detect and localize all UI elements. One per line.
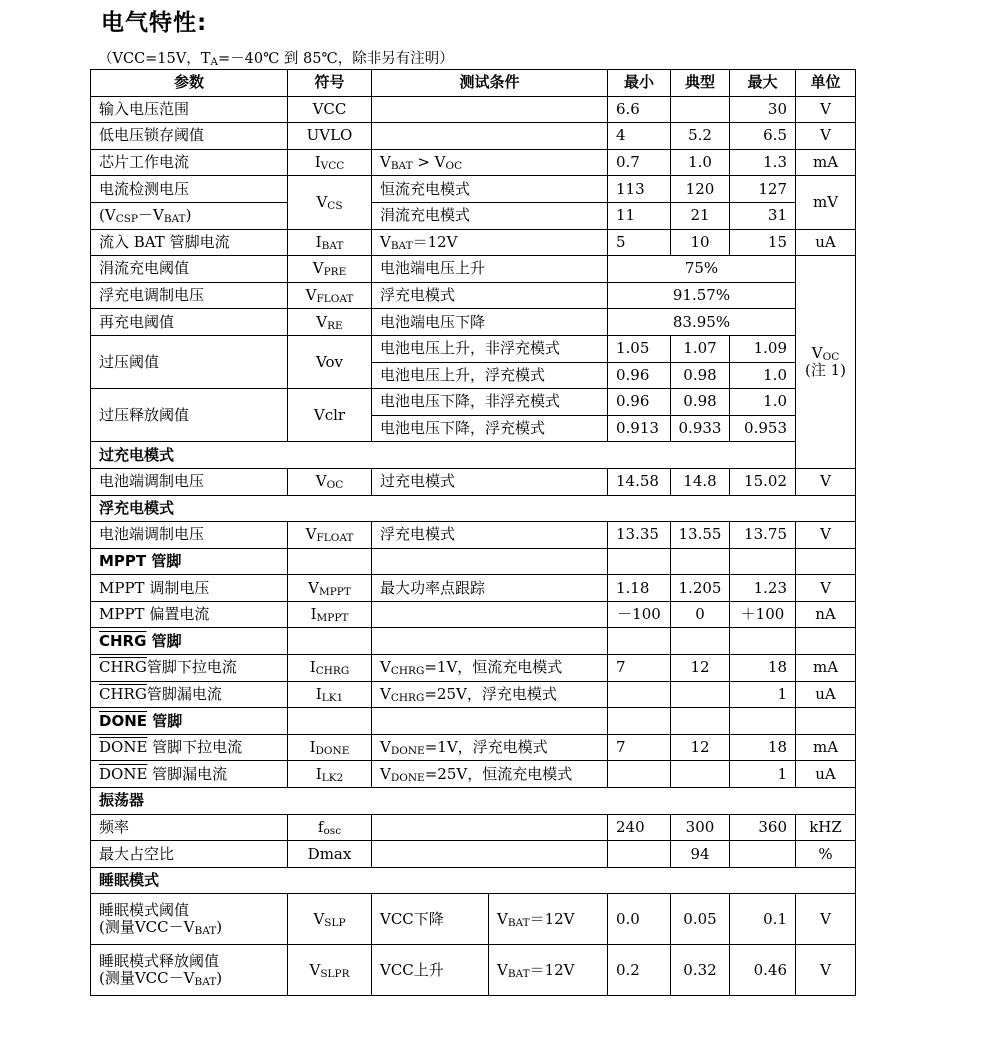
table-cell: 恒流充电模式 bbox=[372, 176, 608, 203]
table-cell bbox=[730, 708, 796, 735]
table-cell: 流入 BAT 管脚电流 bbox=[91, 229, 288, 256]
table-row bbox=[91, 96, 856, 123]
table-cell: 7 bbox=[608, 655, 671, 682]
table-row bbox=[91, 814, 856, 841]
table-cell: $(V_{CSP}-V_{BAT})$ bbox=[91, 202, 288, 229]
table-cell: $V_{CHRG}=1V$，恒流充电模式 bbox=[372, 655, 608, 682]
voc-unit-cell: $V_{OC}$ (注 1) bbox=[796, 256, 856, 469]
table-cell: 127 bbox=[730, 176, 796, 203]
section-row bbox=[91, 442, 856, 469]
table-row bbox=[91, 575, 856, 602]
table-cell bbox=[608, 761, 671, 788]
table-cell: 1.09 bbox=[730, 335, 796, 362]
table-cell: $V_{CHRG}=25V$，浮充电模式 bbox=[372, 681, 608, 708]
table-cell bbox=[608, 681, 671, 708]
table-cell: V bbox=[796, 575, 856, 602]
table-row bbox=[91, 389, 856, 416]
table-cell: $V_{DONE}=25V$，恒流充电模式 bbox=[372, 761, 608, 788]
table-cell: mA bbox=[796, 734, 856, 761]
table-cell: MPPT 调制电压 bbox=[91, 575, 288, 602]
table-cell: $V_{BAT}=12V$ bbox=[372, 229, 608, 256]
table-cell: 芯片工作电流 bbox=[91, 149, 288, 176]
table-cell: 10 bbox=[671, 229, 730, 256]
table-cell: 电池端电压上升 bbox=[372, 256, 608, 283]
section-row bbox=[91, 495, 856, 522]
table-cell: 睡眠模式 bbox=[91, 867, 856, 894]
table-cell bbox=[288, 628, 372, 655]
table-cell: $I_{LK2}$ bbox=[288, 761, 372, 788]
table-cell: $I_{BAT}$ bbox=[288, 229, 372, 256]
table-cell: nA bbox=[796, 601, 856, 628]
page-title: 电气特性: bbox=[101, 10, 208, 36]
table-cell: $V_{MPPT}$ bbox=[288, 575, 372, 602]
table-cell: $V_{OC}$ bbox=[288, 468, 372, 495]
table-cell: MPPT 管脚 bbox=[91, 548, 288, 575]
table-cell: 31 bbox=[730, 202, 796, 229]
table-cell: V bbox=[796, 945, 856, 996]
table-cell: 1.18 bbox=[608, 575, 671, 602]
table-row bbox=[91, 601, 856, 628]
table-cell bbox=[372, 123, 608, 150]
table-cell: 涓流充电模式 bbox=[372, 202, 608, 229]
table-cell: DONE 管脚漏电流 bbox=[91, 761, 288, 788]
table-cell: 4 bbox=[608, 123, 671, 150]
table-cell bbox=[796, 628, 856, 655]
table-cell bbox=[730, 841, 796, 868]
table-cell: mV bbox=[796, 176, 856, 229]
table-cell: $V_{FLOAT}$ bbox=[288, 522, 372, 549]
table-cell: 电池端电压下降 bbox=[372, 309, 608, 336]
table-cell: $V_{RE}$ bbox=[288, 309, 372, 336]
test-conditions-note: （VCC=15V，$T_A=-40℃$ 到 85℃，除非另有注明） bbox=[98, 51, 454, 68]
table-cell: DONE 管脚下拉电流 bbox=[91, 734, 288, 761]
table-cell bbox=[608, 628, 671, 655]
table-row bbox=[91, 335, 856, 362]
table-cell: uA bbox=[796, 229, 856, 256]
table-cell: CHRG 管脚 bbox=[91, 628, 288, 655]
table-cell: 电流检测电压 bbox=[91, 176, 288, 203]
section-row bbox=[91, 867, 856, 894]
table-cell: 360 bbox=[730, 814, 796, 841]
table-cell: $I_{VCC}$ bbox=[288, 149, 372, 176]
table-cell: 0.96 bbox=[608, 362, 671, 389]
table-cell: 1.3 bbox=[730, 149, 796, 176]
table-cell: VCC bbox=[288, 96, 372, 123]
table-cell: 11 bbox=[608, 202, 671, 229]
table-cell: 0.913 bbox=[608, 415, 671, 442]
table-cell: 15 bbox=[730, 229, 796, 256]
table-cell bbox=[608, 548, 671, 575]
table-cell: $V_{FLOAT}$ bbox=[288, 282, 372, 309]
electrical-characteristics-table bbox=[90, 69, 856, 996]
table-cell: 0.05 bbox=[671, 894, 730, 945]
table-cell: 1 bbox=[730, 681, 796, 708]
table-cell: $V_{SLP}$ bbox=[288, 894, 372, 945]
table-cell: 低电压锁存阈值 bbox=[91, 123, 288, 150]
table-cell: 13.35 bbox=[608, 522, 671, 549]
table-cell: $V_{CS}$ bbox=[288, 176, 372, 229]
table-cell: 13.55 bbox=[671, 522, 730, 549]
table-cell: 0.1 bbox=[730, 894, 796, 945]
table-cell bbox=[796, 708, 856, 735]
table-cell: 输入电压范围 bbox=[91, 96, 288, 123]
table-cell bbox=[288, 708, 372, 735]
table-cell: MPPT 偏置电流 bbox=[91, 601, 288, 628]
table-cell: Dmax bbox=[288, 841, 372, 868]
table-cell: 18 bbox=[730, 734, 796, 761]
table-cell bbox=[671, 681, 730, 708]
table-cell: V bbox=[796, 468, 856, 495]
table-row bbox=[91, 202, 856, 229]
table-cell: VCC上升 bbox=[372, 945, 489, 996]
table-row bbox=[91, 655, 856, 682]
table-cell: 1.07 bbox=[671, 335, 730, 362]
table-cell bbox=[372, 601, 608, 628]
table-cell: ＋100 bbox=[730, 601, 796, 628]
table-cell: $I_{DONE}$ bbox=[288, 734, 372, 761]
table-cell: 14.58 bbox=[608, 468, 671, 495]
table-cell: 18 bbox=[730, 655, 796, 682]
header-condition: 测试条件 bbox=[372, 70, 608, 97]
table-row bbox=[91, 256, 856, 283]
table-cell bbox=[671, 761, 730, 788]
table-cell bbox=[671, 548, 730, 575]
table-cell: 1.205 bbox=[671, 575, 730, 602]
table-cell bbox=[671, 628, 730, 655]
table-cell: 6.6 bbox=[608, 96, 671, 123]
table-cell: 5.2 bbox=[671, 123, 730, 150]
table-cell: 240 bbox=[608, 814, 671, 841]
table-cell: 过充电模式 bbox=[91, 442, 856, 469]
header-symbol: 符号 bbox=[288, 70, 372, 97]
table-cell bbox=[288, 548, 372, 575]
table-cell: 频率 bbox=[91, 814, 288, 841]
table-cell: 14.8 bbox=[671, 468, 730, 495]
table-cell: 15.02 bbox=[730, 468, 796, 495]
table-cell: UVLO bbox=[288, 123, 372, 150]
table-cell: 0.953 bbox=[730, 415, 796, 442]
table-cell: uA bbox=[796, 681, 856, 708]
table-cell bbox=[372, 628, 608, 655]
table-cell bbox=[671, 96, 730, 123]
table-cell: 1.23 bbox=[730, 575, 796, 602]
table-cell: 睡眠模式释放阈值 (测量$VCC-V_{BAT}$) bbox=[91, 945, 288, 996]
table-cell: 最大功率点跟踪 bbox=[372, 575, 608, 602]
table-row bbox=[91, 468, 856, 495]
header-min: 最小 bbox=[608, 70, 671, 97]
table-cell: 91.57% bbox=[608, 282, 796, 309]
table-cell: $I_{LK1}$ bbox=[288, 681, 372, 708]
table-cell: V bbox=[796, 522, 856, 549]
table-cell: 1.0 bbox=[671, 149, 730, 176]
table-cell: 浮充电模式 bbox=[91, 495, 856, 522]
table-cell: mA bbox=[796, 149, 856, 176]
table-cell: 过压阈值 bbox=[91, 335, 288, 388]
table-cell: 94 bbox=[671, 841, 730, 868]
table-cell: 电池电压上升，浮充模式 bbox=[372, 362, 608, 389]
table-row bbox=[91, 894, 856, 945]
table-cell: 浮充电模式 bbox=[372, 522, 608, 549]
table-cell bbox=[671, 708, 730, 735]
table-cell: 睡眠模式阈值 (测量$VCC-V_{BAT}$) bbox=[91, 894, 288, 945]
table-cell: CHRG管脚漏电流 bbox=[91, 681, 288, 708]
table-cell: 0.46 bbox=[730, 945, 796, 996]
table-cell: 浮充电模式 bbox=[372, 282, 608, 309]
table-cell: 0.32 bbox=[671, 945, 730, 996]
table-cell: 过充电模式 bbox=[372, 468, 608, 495]
table-cell: 0.98 bbox=[671, 362, 730, 389]
table-cell: 过压释放阈值 bbox=[91, 389, 288, 442]
table-cell bbox=[372, 96, 608, 123]
header-max: 最大 bbox=[730, 70, 796, 97]
table-cell: 13.75 bbox=[730, 522, 796, 549]
table-row bbox=[91, 761, 856, 788]
header-typ: 典型 bbox=[671, 70, 730, 97]
table-cell: $V_{DONE}=1V$，浮充电模式 bbox=[372, 734, 608, 761]
table-cell bbox=[372, 814, 608, 841]
table-cell: 5 bbox=[608, 229, 671, 256]
table-cell: 电池电压下降，浮充模式 bbox=[372, 415, 608, 442]
table-cell bbox=[372, 548, 608, 575]
table-row bbox=[91, 681, 856, 708]
table-cell: 30 bbox=[730, 96, 796, 123]
section-row bbox=[91, 708, 856, 735]
table-row bbox=[91, 229, 856, 256]
table-row bbox=[91, 149, 856, 176]
table-cell: 0.0 bbox=[608, 894, 671, 945]
section-row bbox=[91, 548, 856, 575]
table-cell: 1.05 bbox=[608, 335, 671, 362]
table-cell bbox=[372, 841, 608, 868]
table-cell: V bbox=[796, 123, 856, 150]
table-cell: 0.933 bbox=[671, 415, 730, 442]
table-cell: 再充电阈值 bbox=[91, 309, 288, 336]
table-cell: $V_{PRE}$ bbox=[288, 256, 372, 283]
table-cell: V bbox=[796, 96, 856, 123]
table-row bbox=[91, 282, 856, 309]
table-cell: 12 bbox=[671, 655, 730, 682]
table-cell: uA bbox=[796, 761, 856, 788]
table-cell: % bbox=[796, 841, 856, 868]
table-cell: 21 bbox=[671, 202, 730, 229]
table-cell: 83.95% bbox=[608, 309, 796, 336]
table-cell: DONE 管脚 bbox=[91, 708, 288, 735]
header-unit: 单位 bbox=[796, 70, 856, 97]
table-cell: 浮充电调制电压 bbox=[91, 282, 288, 309]
table-cell bbox=[730, 628, 796, 655]
table-cell: 0.2 bbox=[608, 945, 671, 996]
table-cell: CHRG管脚下拉电流 bbox=[91, 655, 288, 682]
table-cell: $V_{BAT}=12V$ bbox=[489, 894, 608, 945]
table-cell: 7 bbox=[608, 734, 671, 761]
table-cell bbox=[608, 841, 671, 868]
table-row bbox=[91, 734, 856, 761]
table-cell: mA bbox=[796, 655, 856, 682]
table-cell: －100 bbox=[608, 601, 671, 628]
table-cell: 电池端调制电压 bbox=[91, 522, 288, 549]
table-cell: kHZ bbox=[796, 814, 856, 841]
table-cell: Vclr bbox=[288, 389, 372, 442]
table-cell: 0.96 bbox=[608, 389, 671, 416]
table-cell: 0.7 bbox=[608, 149, 671, 176]
table-cell: $V_{SLPR}$ bbox=[288, 945, 372, 996]
table-row bbox=[91, 176, 856, 203]
table-cell bbox=[372, 708, 608, 735]
table-cell: $V_{BAT} > V_{OC}$ bbox=[372, 149, 608, 176]
header-param: 参数 bbox=[91, 70, 288, 97]
table-row bbox=[91, 309, 856, 336]
table-cell: 电池电压上升，非浮充模式 bbox=[372, 335, 608, 362]
table-cell: 电池端调制电压 bbox=[91, 468, 288, 495]
table-cell bbox=[608, 708, 671, 735]
table-cell: 0.98 bbox=[671, 389, 730, 416]
table-cell: 6.5 bbox=[730, 123, 796, 150]
table-cell bbox=[730, 548, 796, 575]
table-cell: 75% bbox=[608, 256, 796, 283]
table-cell: 1 bbox=[730, 761, 796, 788]
table-cell: 12 bbox=[671, 734, 730, 761]
section-row bbox=[91, 788, 856, 815]
table-cell: $I_{MPPT}$ bbox=[288, 601, 372, 628]
table-cell: $I_{CHRG}$ bbox=[288, 655, 372, 682]
table-cell: V bbox=[796, 894, 856, 945]
section-row bbox=[91, 628, 856, 655]
table-row bbox=[91, 945, 856, 996]
table-cell: 0 bbox=[671, 601, 730, 628]
table-cell: 涓流充电阈值 bbox=[91, 256, 288, 283]
table-cell: $V_{BAT}=12V$ bbox=[489, 945, 608, 996]
table-cell: 120 bbox=[671, 176, 730, 203]
table-cell: 振荡器 bbox=[91, 788, 856, 815]
table-cell: VCC下降 bbox=[372, 894, 489, 945]
table-row bbox=[91, 522, 856, 549]
table-cell: 113 bbox=[608, 176, 671, 203]
table-cell: 1.0 bbox=[730, 389, 796, 416]
table-cell: Vov bbox=[288, 335, 372, 388]
table-cell: 电池电压下降，非浮充模式 bbox=[372, 389, 608, 416]
table-row bbox=[91, 841, 856, 868]
table-row bbox=[91, 123, 856, 150]
table-cell bbox=[796, 548, 856, 575]
table-cell: 1.0 bbox=[730, 362, 796, 389]
table-cell: 300 bbox=[671, 814, 730, 841]
table-cell: 最大占空比 bbox=[91, 841, 288, 868]
table-cell: $f_{osc}$ bbox=[288, 814, 372, 841]
table-header bbox=[91, 70, 856, 97]
